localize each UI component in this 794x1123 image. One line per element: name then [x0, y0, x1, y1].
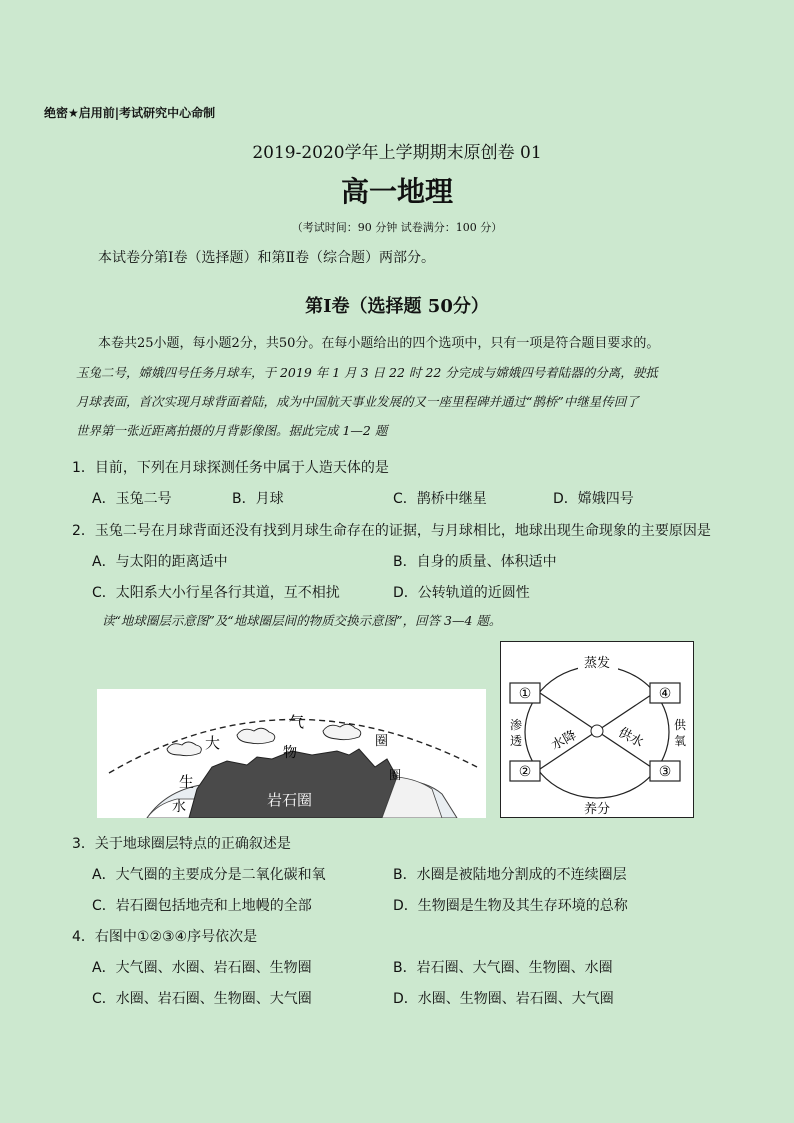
water-supply-label: 供水 [615, 725, 646, 751]
evaporation-label: 蒸发 [583, 656, 611, 671]
oxygen-supply-char-2: 氧 [674, 734, 687, 748]
q4-option-d[interactable]: D．水圈、生物圈、岩石圈、大气圈 [393, 991, 614, 1007]
biosphere-char-2: 物 [283, 745, 297, 761]
exam-title: 2019-2020学年上学期期末原创卷 01 [252, 143, 542, 163]
question-2-stem: 2．玉兔二号在月球背面还没有找到月球生命存在的证据，与月球相比，地球出现生命现象的主要原因是 [72, 523, 711, 539]
atmosphere-char-2: 气 [289, 713, 305, 731]
node-2: ② [518, 764, 532, 780]
q1-option-d[interactable]: D．嫦娥四号 [553, 491, 634, 507]
read-prompt: 读“地球圈层示意图”及“地球圈层间的物质交换示意图”，回答 3—4 题。 [102, 613, 502, 628]
q2-option-a[interactable]: A．与太阳的距离适中 [92, 554, 228, 570]
q2-option-c[interactable]: C．太阳系大小行星各行其道，互不相扰 [92, 585, 340, 601]
atmosphere-char-3: 圈 [375, 734, 389, 749]
q4-option-a[interactable]: A．大气圈、水圈、岩石圈、生物圈 [92, 960, 312, 976]
node-1: ① [518, 686, 532, 702]
q4-option-c[interactable]: C．水圈、岩石圈、生物圈、大气圈 [92, 991, 312, 1007]
q2-option-b[interactable]: B．自身的质量、体积适中 [393, 554, 557, 570]
infiltration-char-1: 渗 [510, 718, 523, 732]
exam-info: （考试时间：90 分钟 试卷满分：100 分） [291, 221, 503, 234]
oxygen-supply-char-1: 供 [674, 718, 687, 732]
node-3: ③ [658, 764, 672, 780]
q3-option-a[interactable]: A．大气圈的主要成分是二氧化碳和氧 [92, 867, 326, 883]
lithosphere-label: 岩石圈 [267, 791, 313, 809]
q1-option-a[interactable]: A．玉兔二号 [92, 491, 172, 507]
q4-option-b[interactable]: B．岩石圈、大气圈、生物圈、水圈 [393, 960, 613, 976]
precipitation-label: 水降 [549, 728, 580, 754]
biosphere-char-3: 圈 [389, 768, 402, 782]
q2-option-d[interactable]: D．公转轨道的近圆性 [393, 585, 530, 601]
earth-spheres-diagram [97, 689, 486, 818]
biosphere-char-1: 生 [179, 773, 195, 791]
q3-option-c[interactable]: C．岩石圈包括地壳和上地幔的全部 [92, 898, 312, 914]
q1-option-b[interactable]: B．月球 [232, 491, 284, 507]
q1-option-c[interactable]: C．鹊桥中继星 [393, 491, 487, 507]
water-label: 水 [172, 799, 186, 815]
q3-option-d[interactable]: D．生物圈是生物及其生存环境的总称 [393, 898, 628, 914]
center-junction [591, 725, 603, 737]
passage-line-3: 世界第一张近距离拍摄的月背影像图。据此完成 1—2 题 [76, 423, 388, 438]
q3-option-b[interactable]: B．水圈是被陆地分割成的不连续圈层 [393, 867, 627, 883]
question-3-stem: 3．关于地球圈层特点的正确叙述是 [72, 836, 291, 852]
node-4: ④ [658, 686, 672, 702]
material-exchange-diagram [500, 641, 694, 818]
paper-intro: 本试卷分第Ⅰ卷（选择题）和第Ⅱ卷（综合题）两部分。 [98, 250, 436, 266]
section-heading: 第Ⅰ卷（选择题 50分） [305, 296, 489, 317]
infiltration-char-2: 透 [510, 734, 523, 748]
question-4-stem: 4．右图中①②③④序号依次是 [72, 929, 258, 945]
passage-line-1: 玉兔二号，嫦娥四号任务月球车，于 2019 年 1 月 3 日 22 时 22 分完成与嫦娥四号着陆器的分离，驶抵 [76, 365, 658, 380]
confidential-label: 绝密★启用前|考试研究中心命制 [44, 106, 216, 120]
section-description: 本卷共25小题，每小题2分，共50分。在每小题给出的四个选项中，只有一项是符合题目要求的。 [98, 336, 660, 351]
subject-title: 高一地理 [340, 175, 453, 208]
question-1-stem: 1．目前，下列在月球探测任务中属于人造天体的是 [72, 460, 389, 476]
passage-line-2: 月球表面，首次实现月球背面着陆，成为中国航天事业发展的又一座里程碑并通过“鹊桥”中继星传回了 [76, 394, 639, 409]
nutrients-label: 养分 [583, 802, 611, 817]
atmosphere-char-1: 大 [205, 734, 221, 752]
